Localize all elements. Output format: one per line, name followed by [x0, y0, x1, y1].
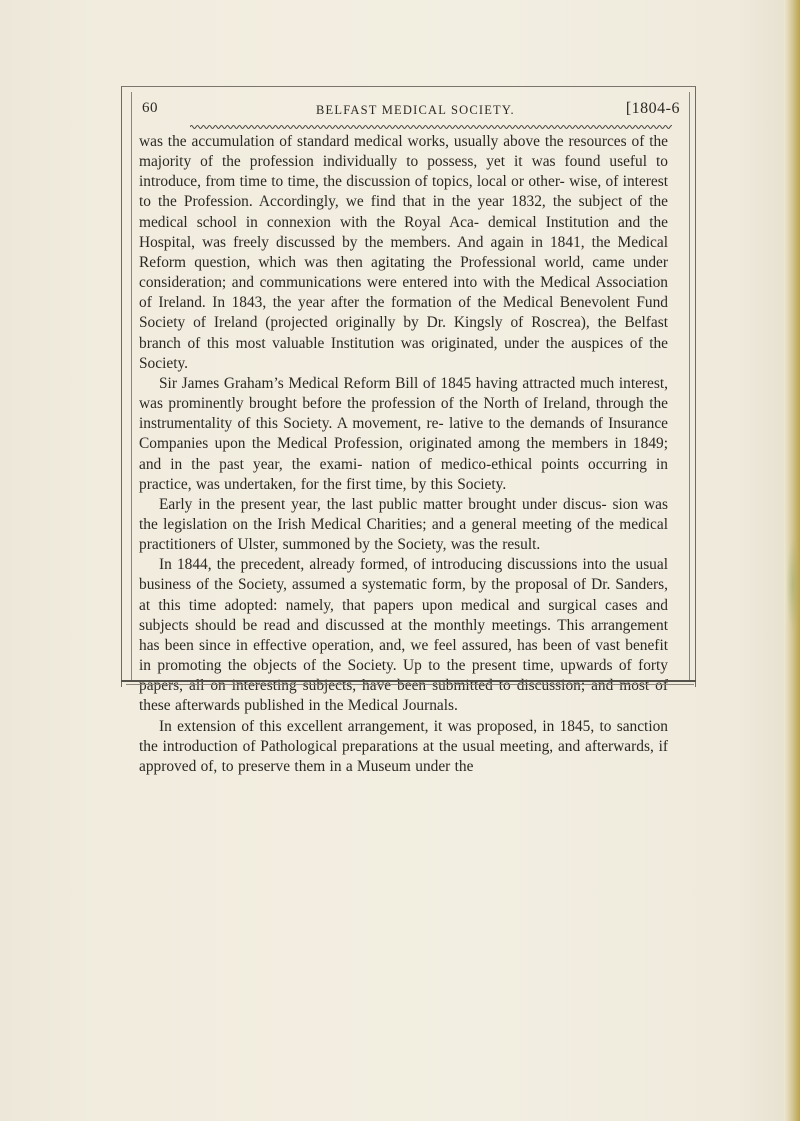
bottom-rule-thin [126, 684, 694, 685]
date-range: [1804-6 [625, 100, 680, 117]
wavy-rule [190, 123, 672, 131]
running-header [134, 100, 684, 124]
page-number: 60 [142, 100, 158, 116]
paragraph: Early in the present year, the last public matter brought under discus- sion was the legislation on the Irish Medical Charities; and a general meeting of the medical practitioners of Ulster, summoned by the Society, was the result. [139, 495, 668, 554]
paragraph: was the accumulation of standard medical works, usually above the resources of the majority of the profession individually to possess, yet it was found useful to introduce, from time to time, the discussion of topics, local or other- wise, of interest to the Profession. Accordingly, we find that in the year 1832, the subject of the medical school in connexion with the Royal Aca- demical Institution and the Hospital, was freely discussed by the members. And again in 1841, the Medical Reform question, which was then agitating the Professional world, came under consideration; and communications were entered into with the Medical Association of Ireland. In 1843, the year after the formation of the Medical Benevolent Fund Society of Ireland (projected originally by Dr. Kingsly of Roscrea), the Belfast branch of this most valuable Institution was originated, under the auspices of the Society. [139, 133, 668, 372]
paragraph: In 1844, the precedent, already formed, of introducing discussions into the usual business of the Society, assumed a systematic form, by the proposal of Dr. Sanders, at this time adopted: namely, that papers upon medical and surgical cases and subjects should be read and discussed at the monthly meetings. This arrangement has been since in effective operation, and, we feel assured, has been of vast benefit in promoting the objects of the Society. Up to the present time, upwards of forty papers, all on interesting subjects, have been submitted to discussion; and most of these afterwards published in the Medical Journals. [139, 556, 668, 715]
paragraph: In extension of this excellent arrangement, it was proposed, in 1845, to sanction the introduction of Pathological preparations at the usual meeting, and afterwards, if approved of, to preserve them in a Museum under the [139, 717, 668, 775]
bottom-rule [121, 680, 696, 682]
running-title: BELFAST MEDICAL SOCIETY. [316, 103, 515, 117]
page-stain [786, 540, 800, 630]
paragraph: Sir James Graham’s Medical Reform Bill of 1845 having attracted much interest, was prominently brought before the profession of the North of Ireland, through the instrumentality of this Society. A movement, re- lative to the demands of Insurance Companies upon the Medical Profession, originated among the members in 1849; and in the past year, the exami- nation of medico-ethical points occurring in practice, was undertaken, for the first time, by this Society. [139, 374, 668, 493]
